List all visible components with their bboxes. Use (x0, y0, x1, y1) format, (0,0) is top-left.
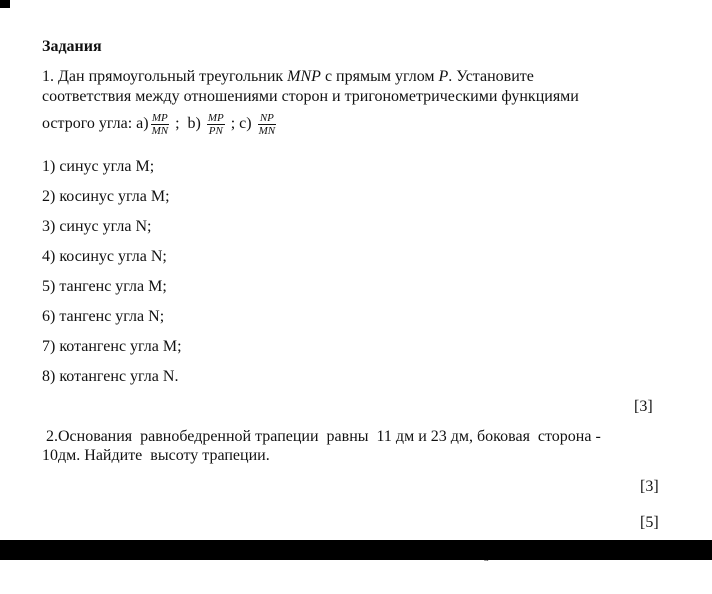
task1-line2: соответствия между отношениями сторон и тригонометрическими функциями (42, 88, 579, 105)
fraction-c-numerator: NP (258, 112, 277, 125)
task3-score: [5] (640, 514, 659, 531)
option-item: 3) синус угла N; (42, 218, 152, 235)
task1-line1-pre: 1. Дан прямоугольный треугольник (42, 68, 288, 85)
task2-line1: 2.Основания равнобедренной трапеции равны 11 дм и 23 дм, боковая сторона - (46, 428, 601, 445)
page-heading: Задания (42, 38, 102, 55)
task1-line3 (42, 110, 278, 138)
task1-line1 (42, 68, 534, 86)
task1-line1-post: . Установите (448, 68, 534, 85)
option-item: 4) косинус угла N; (42, 248, 167, 265)
option-item: 1) синус угла M; (42, 158, 155, 175)
task1-line3-pre: острого угла: a) (42, 115, 149, 132)
fraction-b-numerator: MP (207, 111, 224, 124)
fraction-a-denominator: MN (151, 124, 169, 137)
task1-sep2: ; c) (226, 115, 256, 132)
task1-score: [3] (634, 398, 653, 415)
task1-sep1: ; b) (171, 115, 205, 132)
option-item: 7) котангенс угла M; (42, 338, 182, 355)
option-item: 8) котангенс угла N. (42, 368, 179, 385)
task2-score: [3] (640, 478, 659, 495)
option-item: 2) косинус угла M; (42, 188, 170, 205)
task1-line1-mid: с прямым углом (320, 68, 439, 85)
task1-right-angle-vertex: P (438, 68, 449, 85)
fraction-a-numerator: MP (151, 111, 168, 124)
bottom-black-bar (0, 540, 712, 560)
task2-line2: 10дм. Найдите высоту трапеции. (42, 447, 270, 464)
task1-triangle-name: MNP (287, 68, 321, 85)
option-item: 6) тангенс угла N; (42, 308, 165, 325)
corner-mark (0, 0, 10, 8)
fraction-a (151, 112, 170, 137)
fraction-b-denominator: PN (208, 124, 223, 137)
fraction-c-denominator: MN (258, 124, 276, 137)
fraction-c (258, 112, 277, 137)
option-item: 5) тангенс угла M; (42, 278, 167, 295)
fraction-b (207, 112, 225, 137)
